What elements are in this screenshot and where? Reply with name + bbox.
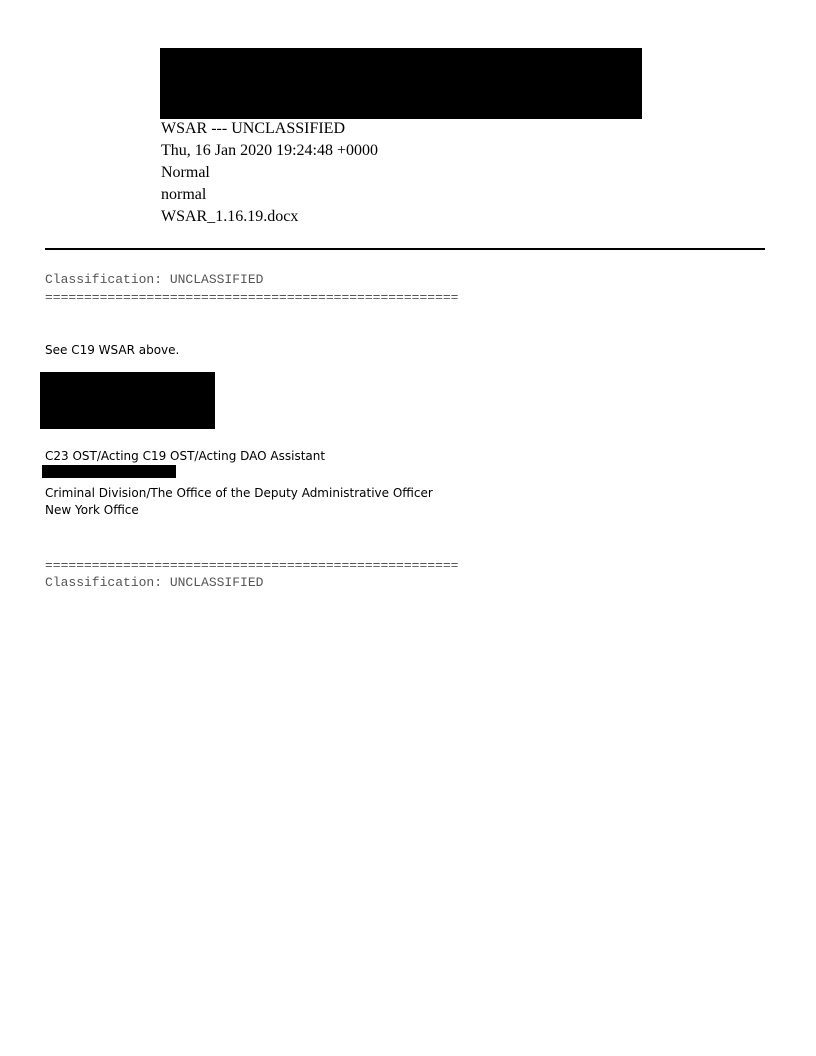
signature-org: Criminal Division/The Office of the Deputy Administrative Officer xyxy=(45,486,433,500)
message-text: See C19 WSAR above. xyxy=(45,343,180,357)
classification-bottom: Classification: UNCLASSIFIED xyxy=(45,575,264,590)
priority-value: normal xyxy=(161,186,207,203)
signature-office: New York Office xyxy=(45,503,139,517)
attachments-value: WSAR_1.16.19.docx xyxy=(161,208,299,225)
classification-top: Classification: UNCLASSIFIED xyxy=(45,272,264,287)
separator-top: ===================================================== xyxy=(45,290,459,305)
separator-bottom: ===================================================== xyxy=(45,558,459,573)
signature-title: C23 OST/Acting C19 OST/Acting DAO Assistant xyxy=(45,449,326,463)
date-value: Thu, 16 Jan 2020 19:24:48 +0000 xyxy=(161,142,379,159)
subject-value: WSAR --- UNCLASSIFIED xyxy=(161,120,345,137)
contact-redaction xyxy=(42,465,176,478)
importance-value: Normal xyxy=(161,164,210,181)
header-divider xyxy=(45,248,765,250)
header-redaction xyxy=(160,48,642,119)
name-redaction xyxy=(40,372,215,429)
